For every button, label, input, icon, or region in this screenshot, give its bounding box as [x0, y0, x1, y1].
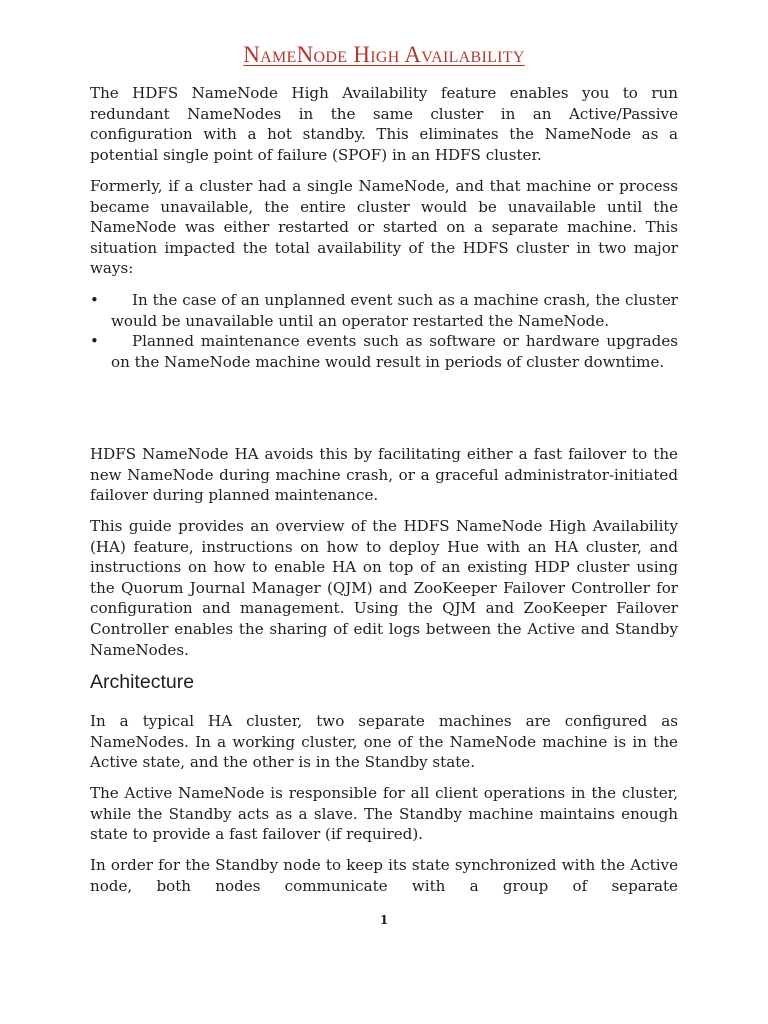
- bullet-item-planned: [90, 331, 678, 372]
- page-number: 1: [379, 913, 389, 927]
- sync-paragraph: In order for the Standby node to keep its state synchronized with the Active node, both nodes communicate with a group of separate: [90, 856, 678, 895]
- typical-paragraph: In a typical HA cluster, two separate machines are configured as NameNodes. In a working cluster, one of the NameNode machine is in the Active state, and the other is in the Standby state.: [90, 712, 678, 772]
- sync-paragraph-block: [90, 855, 678, 896]
- impact-bullet-list: [90, 290, 678, 372]
- architecture-heading-block: [90, 671, 678, 694]
- section-heading-architecture: Architecture: [90, 671, 195, 693]
- guide-paragraph-block: [90, 516, 678, 660]
- formerly-paragraph-block: [90, 176, 678, 279]
- bullet-text-planned: Planned maintenance events such as software or hardware upgrades on the NameNode machine would result in periods of cluster downtime.: [111, 332, 678, 371]
- bullet-dot-icon: •: [90, 332, 99, 351]
- ha-avoids-paragraph-block: [90, 444, 678, 506]
- page-title: NameNode High Availability: [243, 42, 525, 67]
- bullet-item-unplanned: [90, 290, 678, 331]
- bullet-dot-icon: •: [90, 291, 99, 309]
- typical-paragraph-block: [90, 711, 678, 773]
- active-paragraph: The Active NameNode is responsible for all client operations in the cluster, while the Standby acts as a slave. The Standby machine maintains enough state to provide a fast failover (if required).: [90, 784, 678, 844]
- active-paragraph-block: [90, 783, 678, 845]
- guide-paragraph: This guide provides an overview of the HDFS NameNode High Availability (HA) feature, instructions on how to deploy Hue with an HA cluster, and instructions on how to enable HA on top of an existing HDP cluster using the Quorum Journal Manager (QJM) and ZooKeeper Failover Controller for configuration and management. Using the QJM and ZooKeeper Failover Controller enables the sharing of edit logs between the Active and Standby NameNodes.: [90, 517, 678, 659]
- ha-avoids-paragraph: HDFS NameNode HA avoids this by facilitating either a fast failover to the new NameNode during machine crash, or a graceful administrator-initiated failover during planned maintenance.: [90, 445, 678, 505]
- intro-paragraph: The HDFS NameNode High Availability feature enables you to run redundant NameNodes in the same cluster in an Active/Passive configuration with a hot standby. This eliminates the NameNode as a potential single point of failure (SPOF) in an HDFS cluster.: [90, 84, 678, 164]
- intro-paragraph-block: [90, 83, 678, 165]
- formerly-paragraph: Formerly, if a cluster had a single NameNode, and that machine or process became unavailable, the entire cluster would be unavailable until the NameNode was either restarted or started on a separate machine. This situation impacted the total availability of the HDFS cluster in two major ways:: [90, 177, 678, 278]
- bullet-text-unplanned: In the case of an unplanned event such as a machine crash, the cluster would be unavailable until an operator restarted the NameNode.: [111, 291, 678, 330]
